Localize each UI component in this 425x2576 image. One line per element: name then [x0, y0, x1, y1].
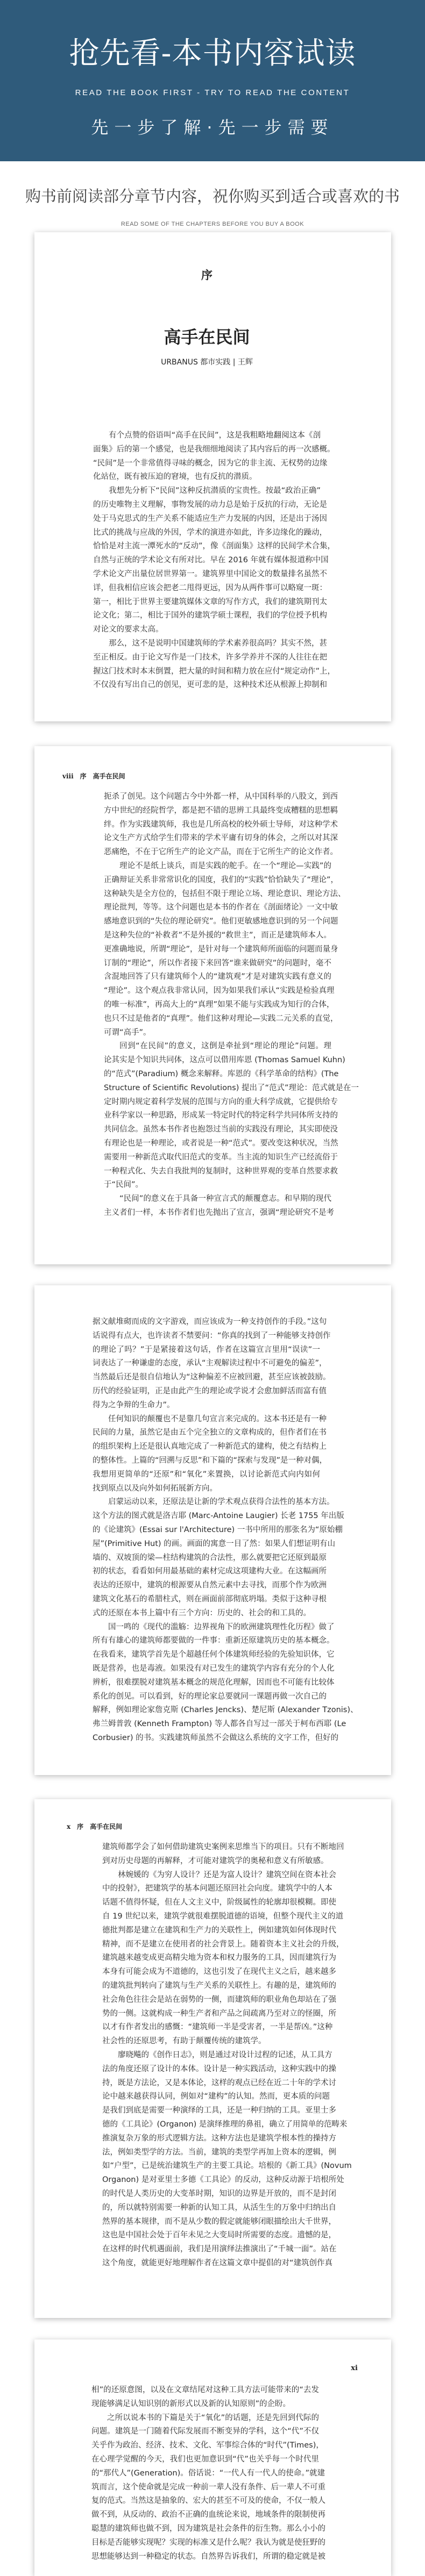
text-line: Structure of Scientific Revolutions) 提出了“范式”理论：范式就是在一 [104, 1083, 359, 1092]
text-line: 共同信念。虽然本书作者也抱怨过当前的实践没有理论，其实即使没 [104, 1125, 338, 1134]
paragraph [93, 1315, 331, 1413]
text-line: 到对历史母题的再解释，才可能对建筑学的奥秘和意义有所敏感。 [102, 1856, 329, 1865]
banner-subtitle-en: READ THE BOOK FIRST - TRY TO READ THE CONTENT [75, 88, 350, 97]
text-line: 恶痛绝，不在于它所生产的论文产品，而在于它所生产的论文作者。 [104, 848, 338, 857]
text-line: 辨析，很难摆脱对建筑基本概念的规范化理解，因而也不可能有比较体 [93, 1678, 335, 1687]
text-line: 找到原点以及向外如何拓展新方向。 [93, 1484, 217, 1493]
text-line: Organon) 是对亚里士多德《工具论》的反动，这种反动源于培根所处 [102, 2176, 344, 2185]
text-line: 的时代是人类历史的大变革时期，知识的边界是开放的，而不是封闭 [102, 2189, 336, 2198]
text-line: 于“民间”。 [104, 1180, 144, 1190]
book-page-viii [34, 746, 391, 1264]
text-line: 启蒙运动以来，还原法是让新的学术观点获得合法性的基本方法。 [108, 1498, 335, 1507]
text-line: 思想能够达到一种稳定的状态。自然界告诉我们，所谓的稳定就是被 [91, 2552, 325, 2561]
text-line: 主义者们一样，本书作者们也先抛出了宣言，强调“理论研究不是考 [104, 1208, 335, 1217]
text-line: 论其实是个知识共同体，这点可以借用库恩 (Thomas Samuel Kuhn) [104, 1056, 345, 1065]
paragraph [93, 484, 336, 637]
text-line: 的唯一标准”，再高大上的“真理”如果不能与实践成为知行的合体， [104, 1000, 335, 1009]
text-line: 之所以说本书的下篇是关于“氧化”的话题，还是先回到代际的 [107, 2413, 319, 2422]
text-line: 理论不是纸上谈兵，而是实践的舵手。在一个“理论—实践”的 [119, 861, 331, 870]
text-line: 词表达了一种谦虚的态度，承认“主观解读过程中不可避免的偏差”， [93, 1359, 327, 1368]
book-page-xi [34, 2339, 391, 2576]
text-line: 法，例如类型学的方法。当前，建筑的类型学再加上资本的逻辑，例 [102, 2148, 336, 2157]
text-line: 的理论了吗？”于是紧接着这句话，作者在这篇宣言里用“误读”一 [93, 1345, 320, 1354]
text-line: 论文生产方式给学生们带来的学术平庸有切身的体会，之所以对其深 [104, 834, 338, 843]
text-line: 如“户型”，已是统治建筑生产的主要工具论。培根的《新工具》(Novum [102, 2162, 352, 2171]
text-line: 建筑师都学会了如何借助建筑史案例来思维当下的项目。只有不断地回 [102, 1843, 344, 1851]
paragraph [104, 1040, 359, 1192]
text-line: 的，所以就特别需要一种新的认知工具，从活生生的万象中归纳出自 [102, 2203, 336, 2212]
text-line: 的《论建筑》(Essai sur l'Architecture) 一书中所用的那张名为“原始棚 [93, 1525, 343, 1534]
text-line: 含混地回答了只有建筑师个人的“建筑观”才是对建筑实践有意义的 [104, 972, 331, 982]
paragraph [93, 637, 336, 692]
text-line: 法的角度还原了设计的本体。设计是一种实践活动，这种实践中的操 [102, 2064, 336, 2073]
text-line: 目标是否能够实现呢？实现的标准又是什么呢？我认为就是使狂野的 [91, 2538, 325, 2547]
text-line: 回到“在民间”的意义，这倒是牵扯到“理论的理论”问题。理 [119, 1042, 331, 1051]
text-line: 这也是中国社会处于百年未见之大变局时所需要的态度。遗憾的是， [102, 2231, 336, 2240]
text-line: 自然与正统的学术论文有所对比。早在 2016 年就有媒体报道称中国 [93, 556, 329, 565]
text-line: 感地意识到的“失位的理论研究”。他们更敏感地意识到的另一个问题 [104, 917, 338, 926]
text-line: 详，但我相信应该会把老二甩得更远，因为从两件事可以略窥一斑： [93, 583, 327, 592]
text-line: “理论”。这个观点我非常认同，因为如果我们承认“实践是检验真理 [104, 986, 335, 996]
text-line: 的建筑批判转向了建筑与生产关系的关联性上。有趣的是，建筑师的 [102, 1981, 336, 1990]
text-line: 更准确地说，所谓“理论”，是针对每一个建筑师所面临的问题而量身 [104, 944, 338, 954]
section-mark: 序 [201, 268, 212, 282]
text-line: 然界的基本规律，而不是从少数的假定就能够闭眼描绘出大千世界， [102, 2217, 336, 2226]
text-line: 对论文的要求太高。 [93, 625, 164, 634]
text-line: 建筑文化基石的希腊柱式，则在画面前部彻底坍塌。类似于这种寻根 [93, 1594, 327, 1604]
text-line: 德批判都是建立在建筑和生产力的关联性上，例如建筑如何体现时代 [102, 1926, 336, 1935]
text-line: 社会性的还原思考，有助于颠覆传统的建筑学。 [102, 2037, 266, 2046]
text-line: 有理论也是一种理论，或者说是一种“范式”。要改变这种状况，当然 [104, 1139, 338, 1148]
text-line: 势的一侧。这就构成一种生产者和产品之间疏离乃至对立的怪圈，所 [102, 2009, 336, 2018]
paragraph [104, 1192, 335, 1220]
text-line: 话题不值得怀疑，但在人文主义中，阶级属性的轮廓却很模糊。即使 [102, 1898, 336, 1907]
text-line: 林婉媛的《为穷人设计？还是为富人设计？建筑空间在资本社会 [118, 1870, 336, 1879]
page-body [104, 790, 359, 1220]
banner-slogan: 先一步了解·先一步需要 [91, 117, 334, 138]
paragraph [91, 2412, 325, 2564]
paragraph [102, 2049, 352, 2271]
text-line: 现能够满足认知识别的新形式以及新的认知原则”的企盼。 [91, 2399, 291, 2408]
intro-text: 购书前阅读部分章节内容，祝你购买到适合或喜欢的书 [25, 187, 400, 205]
page-body [91, 2384, 325, 2564]
text-line: 推演复杂万象的形式逻辑方法。这种方法也是建筑学根本性的操持方 [102, 2134, 336, 2143]
paragraph [93, 1495, 344, 1620]
paragraph [104, 860, 346, 1040]
text-line: 的“那代人”(Generation)。俗话说：“一代人有一代人的使命。”就建 [91, 2468, 325, 2478]
text-line: 至正相反。由于论文写作是一门技术，许多学养并不深的人往往在把 [93, 653, 327, 662]
text-line: 既是营养，也是毒液。如果没有对已发生的建筑学内容有充分的个人化 [93, 1664, 335, 1673]
text-line: 初的状态，看看如何用最基础的素材完成这项建构大业。在这幅画所 [93, 1567, 327, 1576]
text-line: 任何知识的颠覆也不是靠几句宣言来完成的。这本书还是有一种 [108, 1414, 327, 1423]
paragraph [93, 429, 335, 484]
text-line: 的历史唯物主义理解，事物发展的动力总是始于反抗的行动，无论是 [93, 500, 327, 509]
text-line: 相”的还原意图，以及在文章结尾对这种工具方法可能带来的“去发 [91, 2386, 319, 2394]
text-line: 有个点赞的俗语叫“高手在民间”，这是我粗略地翻阅这本《剖 [109, 431, 321, 440]
text-line: 业科学家以一种思路，形成某一特定时代的特定科学共同体所支持的 [104, 1111, 338, 1120]
paragraph [104, 790, 338, 860]
text-line: 那么，这不是说明中国建筑师的学术素养很高吗？其实不然，甚 [109, 639, 327, 648]
page-body [93, 429, 336, 692]
banner-title: 抢先看-本书内容试读 [69, 36, 356, 71]
text-line: 得为之争辩的生命力”。 [93, 1400, 175, 1409]
text-line: 做不到，从反动的、政治不正确的血统论来说，地域条件的限制使再 [91, 2510, 325, 2520]
text-line: 的组织架构上还是很认真地完成了一种新范式的建构，使之有结构上 [93, 1442, 327, 1451]
text-line: 论文化；第二，相比于国外的建筑学硕士课程，我们的学位授予机构 [93, 611, 327, 620]
text-line: 比式的挑战与应战的外因，学术的演进亦如此，许多边缘化的躁动， [93, 528, 327, 537]
text-line: 廖晓飚的《创作日志》，则是通过对设计过程的记述，从工具方 [118, 2050, 332, 2059]
text-line: 恰恰是对主流一潭死水的“反动”，像《剖面集》这样的民间学术合集， [93, 542, 336, 551]
text-line: 可谓“高手”。 [104, 1028, 151, 1037]
text-line: 屋”(Primitive Hut) 的画。画面的寓意一目了然：如果人们想证明有山 [93, 1539, 336, 1548]
text-line: “民间”是一个非常值得寻味的概念，因为它的非主流、无权势的边缘 [93, 459, 328, 468]
text-line: 我想先分析下“民间”这种反抗潜质的宝贵性。按最“政治正确” [109, 486, 321, 496]
text-line: 国一鸣的《现代的滥觞：边界视角下的欧洲建筑理性化历程》做了 [108, 1622, 335, 1632]
text-line: 理论批判，等等。这个问题也是本书的作者在《剖面绪论》一文中敏 [104, 903, 338, 912]
text-line: 德的《工具论》(Organon) 是演绎推理的鼻祖，确立了用简单的范畴来 [102, 2120, 348, 2129]
text-line: 是这种失位的“补救者”不是外援的“救世主”，而正是建筑师本人。 [104, 931, 331, 940]
text-line: 聪慧的建筑师也做不到，因为建筑是社会条件的衍生物。那么小小的 [91, 2524, 325, 2533]
paragraph [102, 1869, 344, 2049]
intro-text-en: READ SOME OF THE CHAPTERS BEFORE YOU BUY A BOOK [121, 221, 304, 227]
text-line: 本身有可能会成为不道德的，这也引发了在现代主义之后，越来越多 [102, 1967, 336, 1977]
preview-banner [0, 0, 425, 161]
text-line: 自 19 世纪以来，建筑学就很难摆脱道德的语境，但整个现代主义的道 [102, 1912, 344, 1921]
text-line: 弗兰姆普敦 (Kenneth Frampton) 等人都各自写过一部关于柯布西耶 (Le [93, 1720, 346, 1729]
chapter-title: 高手在民间 [164, 327, 250, 347]
text-line: 握这门技术时本末倒置，把大量的时间和精力放在应付“规定动作”上， [93, 667, 336, 676]
paragraph [91, 2384, 319, 2412]
text-line: 学术论文产出量位居世界第一。建筑界里中国论文的数量排名虽然不 [93, 569, 327, 578]
text-line: 所有有雄心的建筑师都要做的一件事：重新还原建筑历史的基本概念。 [93, 1636, 335, 1645]
text-line: 订制的“理论”，所以作者接下来回答“谁来做研究”的问题时，毫不 [104, 958, 331, 968]
running-head: xi [351, 2364, 358, 2372]
paragraph [93, 1413, 328, 1496]
text-line: 扼杀了创见。这个问题古今中外都一样，从中国科举的八股文，到西 [104, 792, 338, 801]
chapter-author: URBANUS 都市实践 | 王辉 [161, 358, 253, 367]
text-line: 也只不过是他者的“真理”。他们这种对理论—实践二元关系的直觉， [104, 1014, 338, 1023]
text-line: 绊。作为实践建筑师，我也是几所高校的校外硕士导师，对这种学术 [104, 820, 338, 829]
text-line: 不仅没有写出自己的创见，更可悲的是，这种技术还从根源上抑制和 [93, 681, 327, 690]
running-head: x 序 高手在民间 [67, 1823, 123, 1830]
paragraph [93, 1621, 358, 1745]
book-page-preface-start [34, 232, 391, 721]
text-line: “民间”的意义在于具备一种宣言式的颠覆意志。和早期的现代 [119, 1194, 331, 1204]
text-line: 复的范式。当然这是抽象的、宏大的甚至不可及的使命，不仅一般人 [91, 2496, 325, 2506]
text-line: 处于马克思式的生产关系不能适应生产力发展的内因，还是出于汤因 [93, 514, 327, 523]
book-page-ix [34, 1285, 391, 1775]
text-line: 在心理学觉醒的今天，我们也更加意识到“代”也关乎每一个时代里 [91, 2455, 319, 2464]
text-line: 论中越来越获得认同，例如对“建构”的认知。然而，更本质的问题 [102, 2092, 330, 2101]
text-line: 民间的力量，虽然它是由五个完全独立的文章构成的，但作者们在书 [93, 1428, 327, 1437]
text-line: 系化的创见。可以看到，好的理论家总要就同一课题再做一次自己的 [93, 1692, 327, 1701]
text-line: 的“范式”(Paradium) 概念来解释。库恩的《科学革命的结构》(The [104, 1069, 339, 1078]
text-line: 问题。建筑是一门随着代际发展而不断变异的学科，这个“代”不仅 [91, 2427, 319, 2436]
text-line: 关乎作为政治、经济、技术、文化、军事综合体的“时代”(Times)， [91, 2441, 324, 2450]
text-line: 在我看来，建筑学首先是个超越任何个体建筑师经验的先验知识体，它 [93, 1650, 335, 1659]
book-page-x [34, 1799, 391, 2318]
text-line: 我想用更简单的“还原”和“氧化”来置换，以讨论新范式向内如何 [93, 1470, 320, 1479]
text-line: 在这样的时代机遇面前，我们是用演绎法推演出了“千城一面”。站在 [102, 2245, 337, 2254]
text-line: 的整体性。上篇的“回溯与反思”和下篇的“探索与发现”是一种对偶， [93, 1456, 328, 1465]
paragraph [102, 1841, 344, 1869]
text-line: 这种缺失是全方位的，包括但不限于理论立场、理论意识、理论方法、 [104, 889, 346, 898]
text-line: 第一，相比于世界主要建筑媒体文章的写作方式，我们的建筑期刊太 [93, 597, 327, 606]
running-head: viii 序 高手在民间 [62, 772, 125, 780]
text-line: 面集》后的第一个感觉，也是我细细地阅读了其内容后的再一次感概。 [93, 445, 335, 454]
text-line: 表达的还原中，建筑的根源要从自然元素中去寻找，而那个作为欧洲 [93, 1581, 327, 1590]
text-line: 这个方法的图式就是洛吉耶 (Marc-Antoine Laugier) 长老 1755 年出版 [93, 1512, 344, 1521]
text-line: 这个角度，就能更好地理解作者在这篇文章中提倡的对“建筑创作真 [102, 2258, 333, 2267]
text-line: 话说得有点大，也许读者不禁要问：“你真的找到了一种能够支持创作 [93, 1331, 331, 1340]
text-line: 化站位，既有被压迫的窘境，也有反抗的潜质。 [93, 473, 257, 482]
text-line: 以才有作者发出的感慨：“建筑师一半是受害者，一半是帮凶。”这种 [102, 2023, 333, 2032]
text-line: 当然最后还是很自信地认为“这种偏差不应被回避，甚至应该被鼓励。 [93, 1373, 331, 1382]
text-line: 历代的经验证明，正是由此产生的理论或学说才会愈加鲜活而富有值 [93, 1386, 327, 1396]
text-line: 一种程式化、失去自我批判的复制时，这种世界观的变革自然要求救 [104, 1167, 338, 1176]
text-line: 式的还原在本书上篇中有三个方向：历史的、社会的和工具的。 [93, 1608, 311, 1618]
text-line: 据文献堆砌而成的文字游戏，而应该成为一种支持创作的手段。”这句 [93, 1318, 327, 1326]
text-line: 持，既是方法论，又是本体论，这样的观点已经在近二十年的学术讨 [102, 2078, 336, 2087]
text-line: 需要用一种新范式取代旧范式的变革。当主流的知识生产已经流俗于 [104, 1153, 338, 1162]
text-line: Corbusier) 的书。实践建筑师虽然不会做这么系统的文字工作，但好的 [93, 1733, 339, 1742]
text-line: 筑而言，这个使命就是完成一种前一辈人没有条件、后一辈人不可重 [91, 2482, 325, 2492]
page-body [102, 1841, 352, 2271]
text-line: 正确辩证关系非常常识化的国度，我们的“实践”恰恰缺失了“理论”， [104, 875, 339, 884]
page-body [93, 1315, 358, 1745]
text-line: 精神，而不是建立在使用者的社会背景上。随着资本主义社会的升级， [102, 1940, 344, 1949]
text-line: 社会角色往往会是站在弱势的一侧，而建筑师的职业角色却站在了强 [102, 1995, 336, 2004]
text-line: 是我们到底是需要一种演绎的工具，还是一种归纳的工具。亚里士多 [102, 2106, 336, 2115]
text-line: 建筑越来越变成更高精尖地为资本和权力服务的工具，因而建筑行为 [102, 1954, 336, 1963]
text-line: 墙的、双坡顶的梁—柱结构建筑的合法性，那么就要把它还原到最原 [93, 1553, 327, 1562]
text-line: 方中世纪的经院哲学，都是把不错的思辨工具最终变成糟糕的思想羁 [104, 806, 338, 815]
text-line: 解释，例如理论家詹克斯 (Charles Jencks)、楚尼斯 (Alexander Tzonis)、 [93, 1706, 358, 1715]
text-line: 定时期内规定着科学发展的范围与方向的重大科学成就，它提供给专 [104, 1097, 338, 1106]
text-line: 中的投射》，把建筑学的基本问题还原回社会向度。建筑学中的人本 [102, 1884, 332, 1893]
